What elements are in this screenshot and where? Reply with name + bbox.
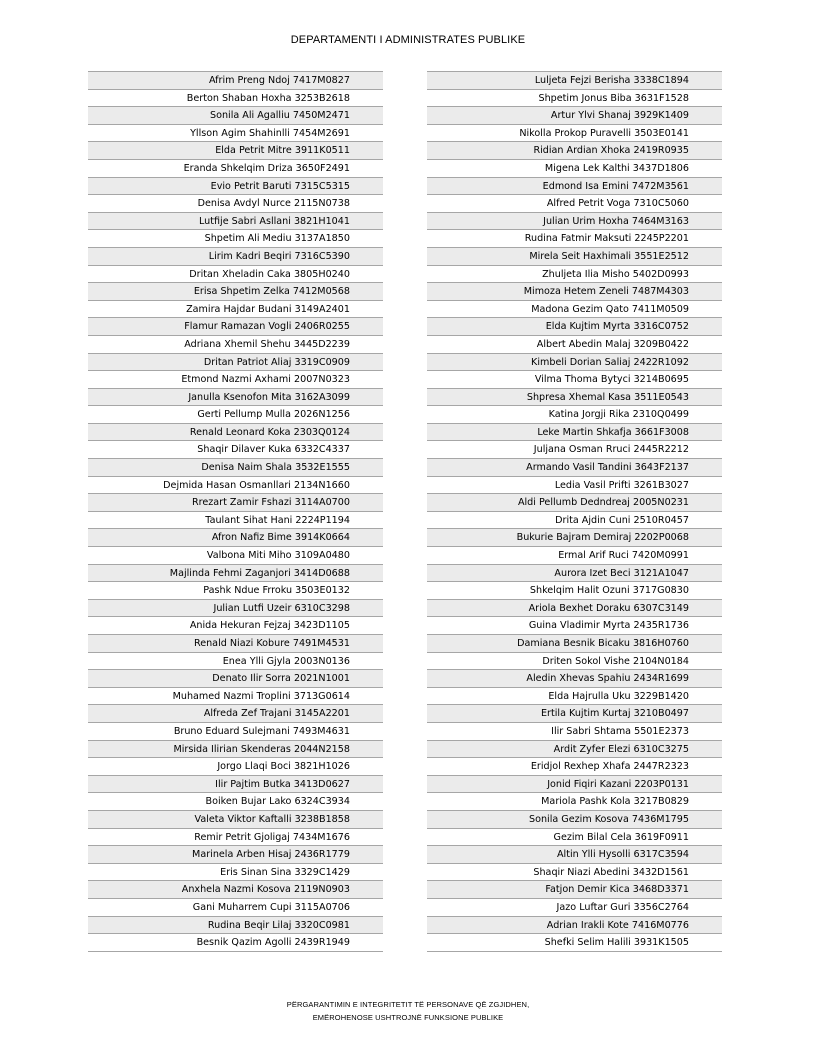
list-item: Guina Vladimir Myrta 2435R1736 (427, 617, 722, 635)
list-item: Elda Petrit Mitre 3911K0511 (88, 142, 383, 160)
list-item: Flamur Ramazan Vogli 2406R0255 (88, 318, 383, 336)
list-item: Ariola Bexhet Doraku 6307C3149 (427, 600, 722, 618)
list-item: Jorgo Llaqi Boci 3821H1026 (88, 758, 383, 776)
list-item: Besnik Qazim Agolli 2439R1949 (88, 934, 383, 952)
list-item: Shpetim Ali Mediu 3137A1850 (88, 230, 383, 248)
list-item: Shefki Selim Halili 3931K1505 (427, 934, 722, 952)
list-item: Zamira Hajdar Budani 3149A2401 (88, 301, 383, 319)
list-item: Renald Leonard Koka 2303Q0124 (88, 424, 383, 442)
list-item: Bruno Eduard Sulejmani 7493M4631 (88, 723, 383, 741)
list-item: Alfred Petrit Voga 7310C5060 (427, 195, 722, 213)
list-item: Dejmida Hasan Osmanllari 2134N1660 (88, 477, 383, 495)
list-item: Valeta Viktor Kaftalli 3238B1858 (88, 811, 383, 829)
list-item: Valbona Miti Miho 3109A0480 (88, 547, 383, 565)
list-item: Ertila Kujtim Kurtaj 3210B0497 (427, 705, 722, 723)
left-name-list (88, 71, 383, 952)
list-item: Eridjol Rexhep Xhafa 2447R2323 (427, 758, 722, 776)
list-item: Enea Ylli Gjyla 2003N0136 (88, 653, 383, 671)
list-item: Juljana Osman Rruci 2445R2212 (427, 441, 722, 459)
list-item: Shpetim Jonus Biba 3631F1528 (427, 90, 722, 108)
list-item: Armando Vasil Tandini 3643F2137 (427, 459, 722, 477)
list-item: Jazo Luftar Guri 3356C2764 (427, 899, 722, 917)
list-item: Lutfije Sabri Asllani 3821H1041 (88, 213, 383, 231)
list-item: Remir Petrit Gjoligaj 7434M1676 (88, 829, 383, 847)
list-item: Nikolla Prokop Puravelli 3503E0141 (427, 125, 722, 143)
list-item: Rrezart Zamir Fshazi 3114A0700 (88, 494, 383, 512)
list-item: Julian Lutfi Uzeir 6310C3298 (88, 600, 383, 618)
list-item: Rudina Beqir Lilaj 3320C0981 (88, 917, 383, 935)
list-item: Eris Sinan Sina 3329C1429 (88, 864, 383, 882)
list-item: Denisa Naim Shala 3532E1555 (88, 459, 383, 477)
footer (0, 998, 816, 1024)
list-item: Vilma Thoma Bytyci 3214B0695 (427, 371, 722, 389)
list-item: Driten Sokol Vishe 2104N0184 (427, 653, 722, 671)
list-item: Mariola Pashk Kola 3217B0829 (427, 793, 722, 811)
list-item: Elda Hajrulla Uku 3229B1420 (427, 688, 722, 706)
list-item: Aledin Xhevas Spahiu 2434R1699 (427, 670, 722, 688)
list-item: Lirim Kadri Beqiri 7316C5390 (88, 248, 383, 266)
list-item: Pashk Ndue Frroku 3503E0132 (88, 582, 383, 600)
list-item: Bukurie Bajram Demiraj 2202P0068 (427, 529, 722, 547)
footer-line-2: EMËROHENOSE USHTROJNË FUNKSIONE PUBLIKE (312, 1013, 504, 1022)
list-item: Anida Hekuran Fejzaj 3423D1105 (88, 617, 383, 635)
list-item: Shkelqim Halit Ozuni 3717G0830 (427, 582, 722, 600)
list-item: Adriana Xhemil Shehu 3445D2239 (88, 336, 383, 354)
list-item: Mirsida Ilirian Skenderas 2044N2158 (88, 741, 383, 759)
list-item: Yllson Agim Shahinlli 7454M2691 (88, 125, 383, 143)
list-item: Sonila Gezim Kosova 7436M1795 (427, 811, 722, 829)
list-item: Aurora Izet Beci 3121A1047 (427, 565, 722, 583)
list-item: Ridian Ardian Xhoka 2419R0935 (427, 142, 722, 160)
list-item: Erisa Shpetim Zelka 7412M0568 (88, 283, 383, 301)
list-item: Evio Petrit Baruti 7315C5315 (88, 178, 383, 196)
list-item: Gani Muharrem Cupi 3115A0706 (88, 899, 383, 917)
list-item: Taulant Sihat Hani 2224P1194 (88, 512, 383, 530)
list-item: Afron Nafiz Bime 3914K0664 (88, 529, 383, 547)
list-item: Adrian Irakli Kote 7416M0776 (427, 917, 722, 935)
list-item: Denato Ilir Sorra 2021N1001 (88, 670, 383, 688)
page-title: DEPARTAMENTI I ADMINISTRATES PUBLIKE (290, 34, 526, 46)
list-item: Fatjon Demir Kica 3468D3371 (427, 881, 722, 899)
list-item: Ilir Sabri Shtama 5501E2373 (427, 723, 722, 741)
list-item: Renald Niazi Kobure 7491M4531 (88, 635, 383, 653)
list-item: Katina Jorgji Rika 2310Q0499 (427, 406, 722, 424)
list-item: Alfreda Zef Trajani 3145A2201 (88, 705, 383, 723)
list-item: Shaqir Niazi Abedini 3432D1561 (427, 864, 722, 882)
list-item: Dritan Xheladin Caka 3805H0240 (88, 266, 383, 284)
list-item: Damiana Besnik Bicaku 3816H0760 (427, 635, 722, 653)
list-item: Ermal Arif Ruci 7420M0991 (427, 547, 722, 565)
list-item: Drita Ajdin Cuni 2510R0457 (427, 512, 722, 530)
list-item: Ardit Zyfer Elezi 6310C3275 (427, 741, 722, 759)
list-item: Eranda Shkelqim Driza 3650F2491 (88, 160, 383, 178)
list-item: Boiken Bujar Lako 6324C3934 (88, 793, 383, 811)
list-item: Artur Ylvi Shanaj 3929K1409 (427, 107, 722, 125)
list-item: Gezim Bilal Cela 3619F0911 (427, 829, 722, 847)
list-item: Shaqir Dilaver Kuka 6332C4337 (88, 441, 383, 459)
list-item: Mimoza Hetem Zeneli 7487M4303 (427, 283, 722, 301)
list-item: Julian Urim Hoxha 7464M3163 (427, 213, 722, 231)
list-item: Migena Lek Kalthi 3437D1806 (427, 160, 722, 178)
list-item: Sonila Ali Agalliu 7450M2471 (88, 107, 383, 125)
list-item: Altin Ylli Hysolli 6317C3594 (427, 846, 722, 864)
list-item: Afrim Preng Ndoj 7417M0827 (88, 72, 383, 90)
list-item: Anxhela Nazmi Kosova 2119N0903 (88, 881, 383, 899)
list-item: Mirela Seit Haxhimali 3551E2512 (427, 248, 722, 266)
list-item: Zhuljeta Ilia Misho 5402D0993 (427, 266, 722, 284)
list-item: Rudina Fatmir Maksuti 2245P2201 (427, 230, 722, 248)
list-item: Majlinda Fehmi Zaganjori 3414D0688 (88, 565, 383, 583)
list-item: Dritan Patriot Aliaj 3319C0909 (88, 354, 383, 372)
list-item: Ilir Pajtim Butka 3413D0627 (88, 776, 383, 794)
list-item: Kimbeli Dorian Saliaj 2422R1092 (427, 354, 722, 372)
list-item: Luljeta Fejzi Berisha 3338C1894 (427, 72, 722, 90)
list-item: Aldi Pellumb Dedndreaj 2005N0231 (427, 494, 722, 512)
list-item: Etmond Nazmi Axhami 2007N0323 (88, 371, 383, 389)
footer-line-1: PËRGARANTIMIN E INTEGRITETIT TË PERSONAVE QË ZGJIDHEN, (286, 1000, 530, 1009)
list-item: Leke Martin Shkafja 3661F3008 (427, 424, 722, 442)
list-item: Madona Gezim Qato 7411M0509 (427, 301, 722, 319)
list-item: Edmond Isa Emini 7472M3561 (427, 178, 722, 196)
list-item: Gerti Pellump Mulla 2026N1256 (88, 406, 383, 424)
list-item: Albert Abedin Malaj 3209B0422 (427, 336, 722, 354)
list-item: Jonid Fiqiri Kazani 2203P0131 (427, 776, 722, 794)
list-item: Marinela Arben Hisaj 2436R1779 (88, 846, 383, 864)
list-item: Shpresa Xhemal Kasa 3511E0543 (427, 389, 722, 407)
list-item: Elda Kujtim Myrta 3316C0752 (427, 318, 722, 336)
list-item: Ledia Vasil Prifti 3261B3027 (427, 477, 722, 495)
right-name-list (427, 71, 722, 952)
list-item: Denisa Avdyl Nurce 2115N0738 (88, 195, 383, 213)
list-item: Janulla Ksenofon Mita 3162A3099 (88, 389, 383, 407)
list-item: Berton Shaban Hoxha 3253B2618 (88, 90, 383, 108)
list-item: Muhamed Nazmi Troplini 3713G0614 (88, 688, 383, 706)
